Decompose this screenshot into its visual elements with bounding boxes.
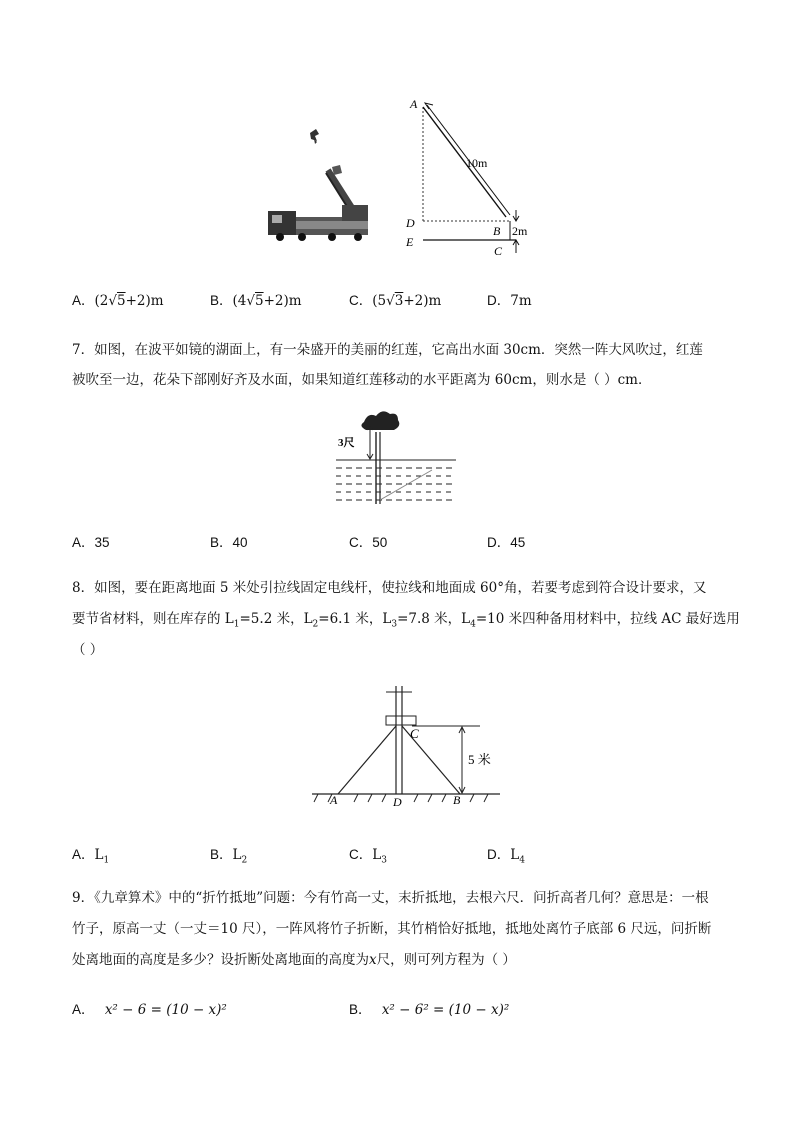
q8-text-line-1: 8．如图，要在距离地面 5 米处引拉线固定电线杆，使拉线和地面成 60°角，若要考虑到符合设计要求，又 [72,580,707,596]
q9-text-line-2: 竹子，原高一丈（一丈＝10 尺），一阵风将竹子折断，其竹梢恰好抵地，抵地处离竹子底部 6 尺远，问折断 [72,921,712,937]
q9-option-b[interactable]: B． x² − 6² = (10 − x)² [349,1002,510,1018]
label-B: B [493,224,501,238]
pole-diagram [308,682,504,812]
label-D: D [393,795,402,809]
lotus-diagram [336,408,458,506]
q7-text-line-1: 7．如图，在波平如镜的湖面上，有一朵盛开的美丽的红莲，它高出水面 30cm．突然一阵大风吹过，红莲 [72,342,703,358]
q8-text-line-2: 要节省材料，则在库存的 $L_1=5.2$ 米，$L_2=6.1$ 米，$L_3=7.8$ 米，$L_4=10$ 米四种备用材料中，拉线 AC 最好选用 [72,611,740,630]
label-D: D [406,216,415,230]
q6-option-d[interactable]: D．7m [487,293,532,309]
q6-option-b[interactable]: B．(4√5+2)m [210,293,302,309]
sqrt-symbol: √ [386,293,395,309]
sqrt-symbol: √ [246,293,255,309]
q7-option-b[interactable]: B．40 [210,535,248,550]
q8-option-c[interactable]: C．$L_3$ [349,847,387,866]
q8-text-line-3: （ ） [72,642,104,658]
q7-option-d[interactable]: D．45 [487,535,526,550]
q8-option-d[interactable]: D．$L_4$ [487,847,525,866]
q6-option-c[interactable]: C．(5√3+2)m [349,293,442,309]
q8-option-b[interactable]: B．$L_2$ [210,847,248,866]
label-2m: 2m [512,224,528,238]
label-C: C [494,244,503,258]
label-A: A [330,793,338,807]
label-E: E [406,235,414,249]
label-10m: 10m [466,156,488,170]
q8-option-a[interactable]: A．$L_1$ [72,847,110,866]
label-C: C [410,726,419,741]
q7-option-a[interactable]: A．35 [72,535,110,550]
label-B: B [453,793,461,807]
q9-text-line-1: 9．《九章算术》中的“折竹抵地”问题：今有竹高一丈，末折抵地，去根六尺．问折高者几何？意思是：一根 [72,890,709,906]
equation-a: x² − 6 = (10 − x)² [104,1002,227,1018]
q9-text-line-3: 处离地面的高度是多少？设折断处离地面的高度为x尺，则可列方程为（ ） [72,952,516,968]
fire-truck-image [262,125,387,245]
q9-option-a[interactable]: A． x² − 6 = (10 − x)² [72,1002,227,1018]
q7-text-line-2: 被吹至一边，花朵下部刚好齐及水面，如果知道红莲移动的水平距离为 60cm，则水是（ ）cm． [72,372,652,388]
ladder-diagram [396,95,531,260]
q7-option-c[interactable]: C．50 [349,535,388,550]
equation-b: x² − 6² = (10 − x)² [381,1002,510,1018]
q6-option-a[interactable]: A．(2√5+2)m [72,293,164,309]
label-5m: 5 米 [468,752,491,767]
label-A: A [410,97,418,111]
sqrt-symbol: √ [108,293,117,309]
label-3chi: 3尺 [338,437,355,449]
